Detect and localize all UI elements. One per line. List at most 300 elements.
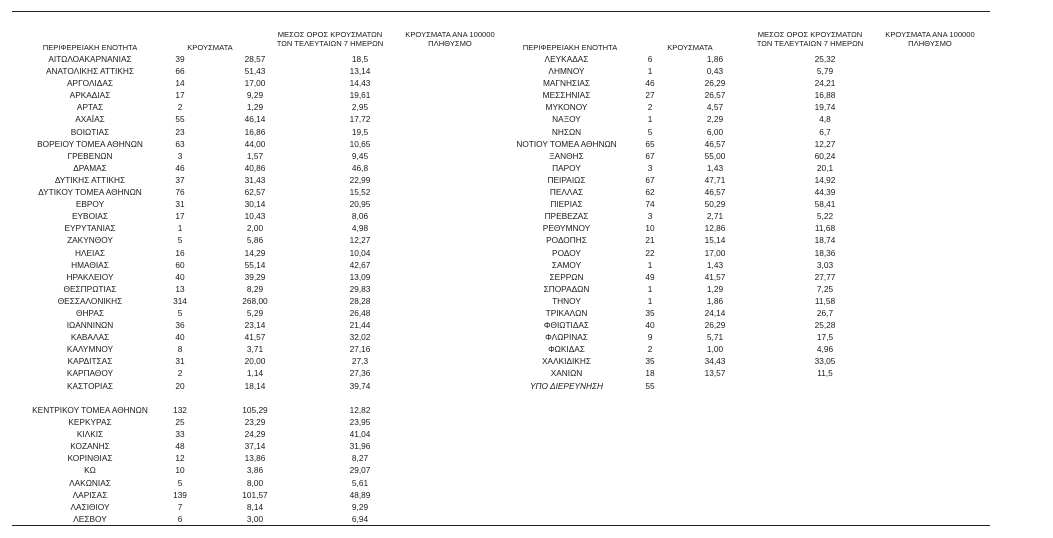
header-per100k-line1: ΚΡΟΥΣΜΑΤΑ ΑΝΑ 100000 (885, 30, 975, 39)
avg-7day-cell: 1,86 (706, 295, 724, 306)
per-100k-cell: 11,58 (814, 295, 836, 306)
avg-7day-cell: 105,29 (242, 405, 268, 415)
table-row (493, 331, 880, 343)
region-cell: ΙΩΑΝΝΙΝΩΝ (66, 320, 114, 331)
table-row (20, 101, 410, 113)
avg-7day-cell: 5,29 (246, 307, 264, 318)
per-100k-cell: 2,95 (351, 102, 369, 113)
region-cell: ΚΑΡΠΑΘΟΥ (66, 368, 114, 379)
avg-7day-cell: 30,14 (244, 199, 266, 210)
region-cell: ΕΥΡΥΤΑΝΙΑΣ (64, 223, 116, 234)
cases-cell: 5 (647, 126, 653, 137)
cases-cell: 7 (177, 501, 183, 512)
table-row (493, 138, 880, 150)
table-row (20, 247, 410, 259)
region-cell: ΚΟΖΑΝΗΣ (70, 441, 110, 452)
avg-7day-cell: 46,57 (704, 138, 726, 149)
cases-cell: 48 (175, 441, 185, 452)
left-table-block-2 (20, 404, 410, 525)
avg-7day-cell: 31,43 (244, 174, 266, 185)
region-cell: ΗΡΑΚΛΕΙΟΥ (66, 271, 114, 282)
table-row (20, 404, 410, 416)
per-100k-cell: 10,04 (349, 247, 371, 258)
header-cases-left: ΚΡΟΥΣΜΑΤΑ (187, 43, 233, 52)
region-cell: ΛΑΚΩΝΙΑΣ (69, 477, 111, 488)
cases-cell: 40 (175, 332, 185, 343)
table-row (20, 210, 410, 222)
per-100k-cell: 23,95 (349, 417, 371, 428)
cases-cell: 49 (645, 271, 655, 282)
table-row (493, 259, 880, 271)
table-row (493, 367, 880, 379)
per-100k-cell: 18,36 (814, 247, 836, 258)
per-100k-cell: 11,68 (814, 223, 836, 234)
avg-7day-cell: 46,57 (704, 187, 726, 198)
table-row (20, 331, 410, 343)
avg-7day-cell: 1,43 (706, 162, 724, 173)
table-row (20, 295, 410, 307)
bottom-rule (12, 525, 990, 526)
cases-cell: 16 (175, 247, 185, 258)
per-100k-cell: 46,8 (351, 162, 369, 173)
avg-7day-cell: 1,29 (246, 102, 264, 113)
table-row (493, 355, 880, 367)
avg-7day-cell: 3,86 (246, 465, 264, 476)
cases-cell: 1 (647, 114, 653, 125)
region-cell: ΧΑΝΙΩΝ (550, 368, 583, 379)
avg-7day-cell: 13,86 (244, 453, 266, 464)
avg-7day-cell: 2,29 (706, 114, 724, 125)
table-row (20, 501, 410, 513)
avg-7day-cell: 24,14 (704, 307, 726, 318)
region-cell: ΛΕΣΒΟΥ (73, 513, 107, 524)
avg-7day-cell: 55,14 (244, 259, 266, 270)
avg-7day-cell: 8,29 (246, 283, 264, 294)
avg-7day-cell: 16,86 (244, 126, 266, 137)
per-100k-cell: 21,44 (349, 320, 371, 331)
avg-7day-cell: 23,14 (244, 320, 266, 331)
avg-7day-cell: 101,57 (242, 489, 268, 500)
region-cell: ΑΡΓΟΛΙΔΑΣ (67, 78, 113, 89)
cases-cell: 62 (645, 187, 655, 198)
avg-7day-cell: 6,00 (706, 126, 724, 137)
cases-cell: 17 (175, 211, 185, 222)
table-row (20, 380, 410, 392)
region-cell: ΚΑΡΔΙΤΣΑΣ (67, 356, 113, 367)
header-avg-line1: ΜΕΣΟΣ ΟΡΟΣ ΚΡΟΥΣΜΑΤΩΝ (757, 30, 863, 39)
cases-cell: 17 (175, 90, 185, 101)
table-row (20, 440, 410, 452)
table-row (20, 271, 410, 283)
avg-7day-cell: 3,00 (246, 513, 264, 524)
per-100k-cell: 4,8 (819, 114, 831, 125)
per-100k-cell: 4,98 (351, 223, 369, 234)
cases-cell: 35 (645, 307, 655, 318)
cases-cell: 40 (645, 320, 655, 331)
region-cell: ΗΛΕΙΑΣ (74, 247, 106, 258)
cases-cell: 46 (175, 162, 185, 173)
region-cell: ΛΑΡΙΣΑΣ (72, 489, 108, 500)
avg-7day-cell: 10,43 (244, 211, 266, 222)
cases-cell: 139 (173, 489, 187, 500)
table-row (493, 295, 880, 307)
avg-7day-cell: 1,29 (706, 283, 724, 294)
per-100k-cell: 24,21 (814, 78, 836, 89)
per-100k-cell: 14,43 (349, 78, 371, 89)
cases-cell: 2 (647, 102, 653, 113)
table-row (493, 343, 880, 355)
region-cell: ΚΑΣΤΟΡΙΑΣ (66, 380, 114, 391)
per-100k-cell: 28,28 (349, 295, 371, 306)
avg-7day-cell: 13,57 (704, 368, 726, 379)
avg-7day-cell: 2,00 (246, 223, 264, 234)
header-cases-right: ΚΡΟΥΣΜΑΤΑ (667, 43, 713, 52)
per-100k-cell: 29,07 (349, 465, 371, 476)
header-per100k-right (875, 30, 985, 48)
cases-cell: 10 (645, 223, 655, 234)
region-cell: ΘΗΡΑΣ (75, 307, 105, 318)
region-cell: ΝΗΣΩΝ (551, 126, 582, 137)
avg-7day-cell: 5,71 (706, 332, 724, 343)
avg-7day-cell: 26,57 (704, 90, 726, 101)
region-cell: ΒΟΙΩΤΙΑΣ (70, 126, 110, 137)
per-100k-cell: 13,09 (349, 271, 371, 282)
avg-7day-cell: 1,86 (706, 54, 724, 64)
region-cell: ΖΑΚΥΝΘΟΥ (67, 235, 113, 246)
region-cell: ΠΕΙΡΑΙΩΣ (547, 174, 586, 185)
table-row (493, 77, 880, 89)
right-table (493, 53, 880, 392)
header-per100k-line2: ΠΛΗΘΥΣΜΟ (428, 39, 472, 48)
region-cell: ΔΡΑΜΑΣ (73, 162, 107, 173)
cases-cell: 314 (173, 295, 187, 306)
cases-cell: 65 (645, 138, 655, 149)
avg-7day-cell: 3,71 (246, 344, 264, 355)
per-100k-cell: 48,89 (349, 489, 371, 500)
cases-cell: 18 (645, 368, 655, 379)
region-cell: ΠΙΕΡΙΑΣ (550, 199, 583, 210)
avg-7day-cell: 55,00 (704, 150, 726, 161)
per-100k-cell: 3,03 (816, 259, 834, 270)
per-100k-cell: 9,45 (351, 150, 369, 161)
region-cell: ΦΛΩΡΙΝΑΣ (545, 332, 588, 343)
table-row (20, 477, 410, 489)
region-cell: ΑΝΑΤΟΛΙΚΗΣ ΑΤΤΙΚΗΣ (45, 66, 135, 77)
cases-cell: 23 (175, 126, 185, 137)
cases-cell: 76 (175, 187, 185, 198)
region-cell: ΛΕΥΚΑΔΑΣ (544, 54, 589, 64)
per-100k-cell: 26,7 (816, 307, 834, 318)
cases-cell: 8 (177, 344, 183, 355)
header-per100k-left (395, 30, 505, 48)
table-row (20, 452, 410, 464)
cases-cell: 35 (645, 356, 655, 367)
region-cell: ΑΙΤΩΛΟΑΚΑΡΝΑΝΙΑΣ (48, 54, 132, 64)
table-row (20, 343, 410, 355)
table-row (493, 283, 880, 295)
avg-7day-cell: 9,29 (246, 90, 264, 101)
region-cell: ΘΕΣΠΡΩΤΙΑΣ (63, 283, 117, 294)
region-cell: ΣΠΟΡΑΔΩΝ (543, 283, 590, 294)
cases-cell: 31 (175, 356, 185, 367)
region-cell: ΜΕΣΣΗΝΙΑΣ (542, 90, 591, 101)
avg-7day-cell: 5,86 (246, 235, 264, 246)
cases-cell: 27 (645, 90, 655, 101)
per-100k-cell: 15,52 (349, 187, 371, 198)
left-table-block-1 (20, 53, 410, 392)
region-cell: ΑΧΑΪΑΣ (75, 114, 105, 125)
table-row (493, 198, 880, 210)
per-100k-cell: 25,28 (814, 320, 836, 331)
avg-7day-cell: 1,57 (246, 150, 264, 161)
table-row (20, 65, 410, 77)
per-100k-cell: 41,04 (349, 429, 371, 440)
table-row (493, 247, 880, 259)
table-row (493, 307, 880, 319)
per-100k-cell: 27,16 (349, 344, 371, 355)
per-100k-cell: 8,27 (351, 453, 369, 464)
per-100k-cell: 9,29 (351, 501, 369, 512)
region-cell: ΠΑΡΟΥ (552, 162, 581, 173)
table-row (493, 89, 880, 101)
avg-7day-cell: 39,29 (244, 271, 266, 282)
per-100k-cell: 31,96 (349, 441, 371, 452)
region-cell: ΕΥΒΟΙΑΣ (71, 211, 109, 222)
table-row (20, 186, 410, 198)
cases-cell: 60 (175, 259, 185, 270)
cases-cell: 5 (177, 477, 183, 488)
region-cell: ΗΜΑΘΙΑΣ (71, 259, 109, 270)
table-row (20, 113, 410, 125)
table-row (20, 259, 410, 271)
header-per100k-line2: ΠΛΗΘΥΣΜΟ (908, 39, 952, 48)
header-avg-left (270, 30, 390, 48)
avg-7day-cell: 15,14 (704, 235, 726, 246)
per-100k-cell: 18,74 (814, 235, 836, 246)
header-avg-line1: ΜΕΣΟΣ ΟΡΟΣ ΚΡΟΥΣΜΑΤΩΝ (277, 30, 383, 39)
table-row (493, 53, 880, 65)
per-100k-cell: 19,5 (351, 126, 369, 137)
region-cell: ΜΥΚΟΝΟΥ (545, 102, 588, 113)
cases-cell: 2 (177, 102, 183, 113)
cases-cell: 37 (175, 174, 185, 185)
avg-7day-cell: 12,86 (704, 223, 726, 234)
cases-cell: 6 (177, 513, 183, 524)
table-row (20, 174, 410, 186)
per-100k-cell: 10,65 (349, 138, 371, 149)
cases-cell: 5 (177, 235, 183, 246)
table-row (493, 319, 880, 331)
table-row (493, 210, 880, 222)
cases-cell: 25 (175, 417, 185, 428)
avg-7day-cell: 20,00 (244, 356, 266, 367)
table-row (20, 355, 410, 367)
avg-7day-cell: 268,00 (242, 295, 268, 306)
region-cell: ΣΑΜΟΥ (551, 259, 582, 270)
header-avg-line2: ΤΩΝ ΤΕΛΕΥΤΑΙΩΝ 7 ΗΜΕΡΩΝ (756, 39, 864, 48)
cases-cell: 1 (177, 223, 183, 234)
per-100k-cell: 17,5 (816, 332, 834, 343)
cases-cell: 1 (647, 283, 653, 294)
table-row (20, 138, 410, 150)
per-100k-cell: 27,77 (814, 271, 836, 282)
cases-cell: 1 (647, 66, 653, 77)
table-row (20, 307, 410, 319)
table-row (20, 150, 410, 162)
per-100k-cell: 60,24 (814, 150, 836, 161)
avg-7day-cell: 24,29 (244, 429, 266, 440)
region-cell: ΡΟΔΟΠΗΣ (546, 235, 587, 246)
region-cell: ΛΑΣΙΘΙΟΥ (70, 501, 110, 512)
cases-cell: 33 (175, 429, 185, 440)
region-cell: ΦΩΚΙΔΑΣ (548, 344, 585, 355)
table-row (493, 234, 880, 246)
table-row (20, 89, 410, 101)
avg-7day-cell: 40,86 (244, 162, 266, 173)
table-row (493, 113, 880, 125)
per-100k-cell: 39,74 (349, 380, 371, 391)
per-100k-cell: 5,61 (351, 477, 369, 488)
avg-7day-cell: 8,00 (246, 477, 264, 488)
cases-cell: 6 (647, 54, 653, 64)
per-100k-cell: 4,96 (816, 344, 834, 355)
region-cell: ΔΥΤΙΚΟΥ ΤΟΜΕΑ ΑΘΗΝΩΝ (38, 187, 142, 198)
cases-cell: 22 (645, 247, 655, 258)
region-cell: ΤΡΙΚΑΛΩΝ (545, 307, 588, 318)
table-row (20, 53, 410, 65)
per-100k-cell: 22,99 (349, 174, 371, 185)
avg-7day-cell: 2,71 (706, 211, 724, 222)
cases-cell: 55 (175, 114, 185, 125)
region-cell: ΚΑΛΥΜΝΟΥ (66, 344, 114, 355)
region-cell: ΡΟΔΟΥ (552, 247, 581, 258)
per-100k-cell: 5,79 (816, 66, 834, 77)
region-cell: ΛΗΜΝΟΥ (548, 66, 585, 77)
cases-cell: 63 (175, 138, 185, 149)
per-100k-cell: 7,25 (816, 283, 834, 294)
table-row (493, 271, 880, 283)
avg-7day-cell: 8,14 (246, 501, 264, 512)
cases-cell: 40 (175, 271, 185, 282)
avg-7day-cell: 1,14 (246, 368, 264, 379)
table-row (493, 162, 880, 174)
per-100k-cell: 6,7 (819, 126, 831, 137)
per-100k-cell: 58,41 (814, 199, 836, 210)
cases-cell: 67 (645, 150, 655, 161)
region-cell: ΡΕΘΥΜΝΟΥ (542, 223, 591, 234)
table-row (493, 174, 880, 186)
cases-cell: 20 (175, 380, 185, 391)
region-cell: ΚΕΝΤΡΙΚΟΥ ΤΟΜΕΑ ΑΘΗΝΩΝ (32, 405, 148, 415)
avg-7day-cell: 17,00 (244, 78, 266, 89)
avg-7day-cell: 41,57 (704, 271, 726, 282)
region-cell: ΠΕΛΛΑΣ (549, 187, 584, 198)
table-row (493, 150, 880, 162)
cases-cell: 31 (175, 199, 185, 210)
table-row (20, 489, 410, 501)
header-per100k-line1: ΚΡΟΥΣΜΑΤΑ ΑΝΑ 100000 (405, 30, 495, 39)
cases-cell: 3 (177, 150, 183, 161)
table-row (20, 126, 410, 138)
avg-7day-cell: 14,29 (244, 247, 266, 258)
region-cell: ΤΗΝΟΥ (552, 295, 581, 306)
per-100k-cell: 17,72 (349, 114, 371, 125)
per-100k-cell: 44,39 (814, 187, 836, 198)
table-row (20, 319, 410, 331)
per-100k-cell: 14,92 (814, 174, 836, 185)
table-row (20, 428, 410, 440)
cases-cell: 2 (647, 344, 653, 355)
per-100k-cell: 25,32 (814, 54, 836, 64)
region-cell: ΧΑΛΚΙΔΙΚΗΣ (542, 356, 591, 367)
avg-7day-cell: 4,57 (706, 102, 724, 113)
avg-7day-cell: 34,43 (704, 356, 726, 367)
table-row (20, 234, 410, 246)
cases-cell: 36 (175, 320, 185, 331)
per-100k-cell: 11,5 (817, 368, 833, 379)
per-100k-cell: 20,95 (349, 199, 371, 210)
per-100k-cell: 33,05 (814, 356, 836, 367)
cases-cell: 21 (645, 235, 655, 246)
top-rule (12, 11, 990, 12)
region-cell: ΕΒΡΟΥ (75, 199, 105, 210)
region-cell: ΚΟΡΙΝΘΙΑΣ (67, 453, 113, 464)
avg-7day-cell: 37,14 (244, 441, 266, 452)
cases-cell: 39 (175, 54, 185, 64)
region-cell: ΚΕΡΚΥΡΑΣ (68, 417, 112, 428)
under-investigation-label: ΥΠΟ ΔΙΕΡΕΥΝΗΣΗ (530, 380, 603, 391)
table-row (20, 222, 410, 234)
region-cell: ΜΑΓΝΗΣΙΑΣ (542, 78, 591, 89)
avg-7day-cell: 50,29 (704, 199, 726, 210)
table-row (493, 126, 880, 138)
avg-7day-cell: 18,14 (244, 380, 266, 391)
header-avg-line2: ΤΩΝ ΤΕΛΕΥΤΑΙΩΝ 7 ΗΜΕΡΩΝ (276, 39, 384, 48)
table-row (20, 77, 410, 89)
per-100k-cell: 26,48 (349, 307, 371, 318)
region-cell: ΚΩ (84, 465, 96, 476)
region-cell: ΒΟΡΕΙΟΥ ΤΟΜΕΑ ΑΘΗΝΩΝ (37, 138, 143, 149)
avg-7day-cell: 1,43 (706, 259, 724, 270)
table-row (20, 464, 410, 476)
cases-cell: 13 (175, 283, 185, 294)
per-100k-cell: 20,1 (816, 162, 834, 173)
avg-7day-cell: 26,29 (704, 320, 726, 331)
cases-cell: 9 (647, 332, 653, 343)
cases-cell: 3 (647, 162, 653, 173)
per-100k-cell: 5,22 (816, 211, 834, 222)
per-100k-cell: 16,88 (814, 90, 836, 101)
cases-cell: 14 (175, 78, 185, 89)
per-100k-cell: 42,67 (349, 259, 371, 270)
avg-7day-cell: 46,14 (244, 114, 266, 125)
avg-7day-cell: 26,29 (704, 78, 726, 89)
avg-7day-cell: 1,00 (706, 344, 724, 355)
per-100k-cell: 12,27 (814, 138, 836, 149)
table-row (20, 283, 410, 295)
header-region-right: ΠΕΡΙΦΕΡΕΙΑΚΗ ΕΝΟΤΗΤΑ (522, 43, 618, 52)
table-row (20, 513, 410, 525)
table-row (493, 65, 880, 77)
table-row (493, 222, 880, 234)
per-100k-cell: 18,5 (351, 54, 369, 64)
table-row (20, 162, 410, 174)
cases-cell: 1 (647, 295, 653, 306)
avg-7day-cell: 62,57 (244, 187, 266, 198)
cases-cell: 3 (647, 211, 653, 222)
region-cell: ΚΑΒΑΛΑΣ (70, 332, 110, 343)
cases-cell: 67 (645, 174, 655, 185)
